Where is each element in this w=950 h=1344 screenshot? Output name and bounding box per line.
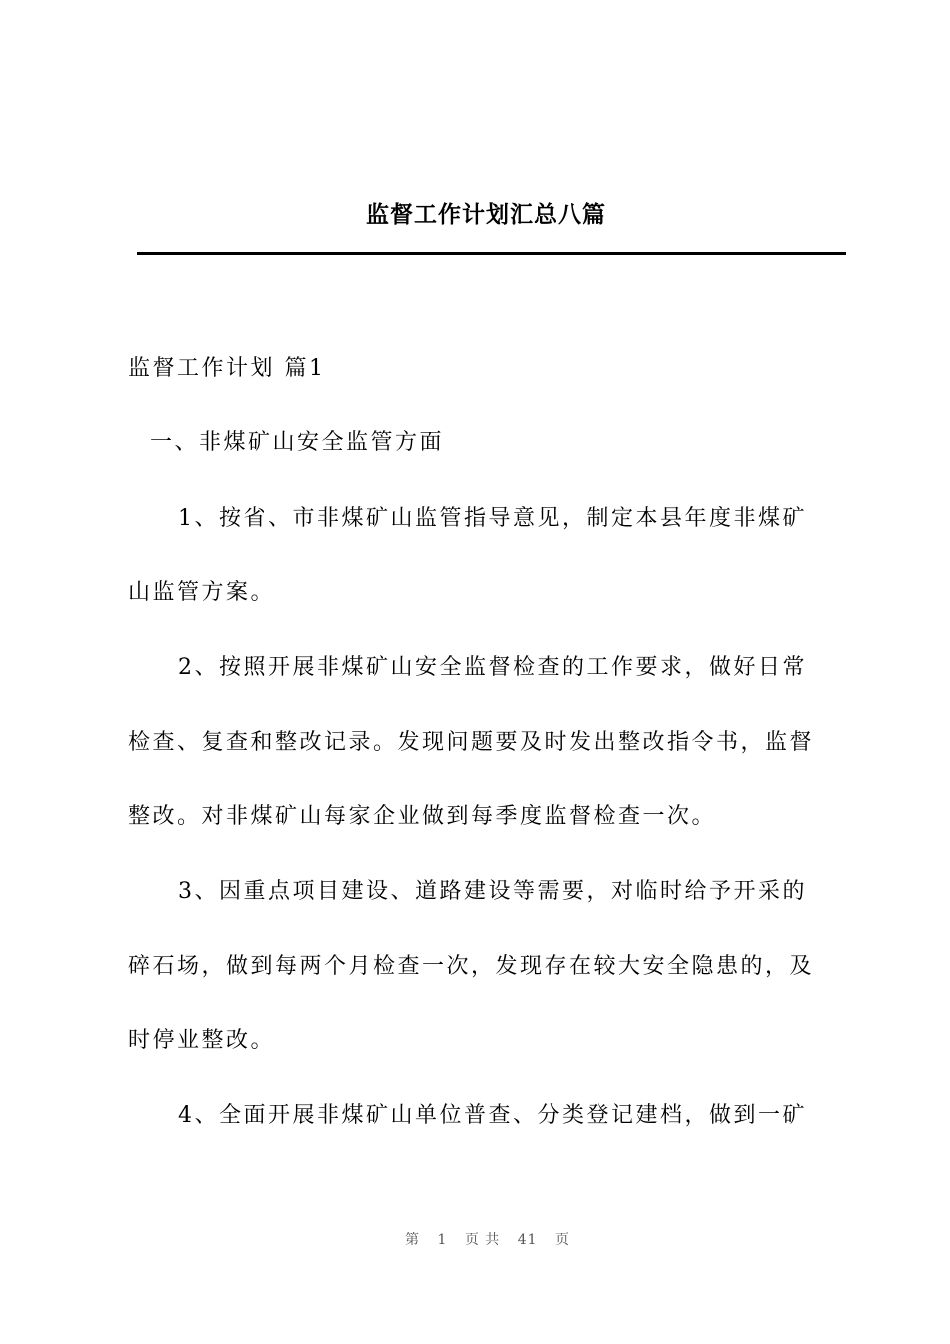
paragraph-line: 3、因重点项目建设、道路建设等需要，对临时给予开采的 — [178, 879, 807, 904]
paragraph-line: 2、按照开展非煤矿山安全监督检查的工作要求，做好日常 — [178, 655, 807, 680]
paragraph-line: 时停业整改。 — [128, 1028, 276, 1053]
paragraph-line: 4、全面开展非煤矿山单位普查、分类登记建档，做到一矿 — [178, 1103, 807, 1128]
paragraph-line: 1、按省、市非煤矿山监管指导意见，制定本县年度非煤矿 — [178, 506, 807, 531]
footer-suffix: 页 — [555, 1232, 570, 1248]
section-heading: 监督工作计划 篇1 — [128, 356, 326, 381]
footer-page-number: 1 — [437, 1232, 448, 1248]
subheading: 一、非煤矿山安全监管方面 — [150, 430, 445, 455]
title-underline — [137, 252, 846, 255]
paragraph-line: 检查、复查和整改记录。发现问题要及时发出整改指令书，监督 — [128, 730, 815, 755]
footer-total-pages: 41 — [517, 1232, 538, 1248]
document-title: 监督工作计划汇总八篇 — [366, 201, 606, 228]
footer-prefix: 第 — [404, 1232, 420, 1248]
page-footer — [0, 1229, 950, 1249]
footer-middle: 页 共 — [464, 1232, 501, 1248]
paragraph-line: 碎石场，做到每两个月检查一次，发现存在较大安全隐患的，及 — [128, 954, 815, 979]
paragraph-line: 山监管方案。 — [128, 580, 276, 605]
paragraph-line: 整改。对非煤矿山每家企业做到每季度监督检查一次。 — [128, 804, 717, 829]
